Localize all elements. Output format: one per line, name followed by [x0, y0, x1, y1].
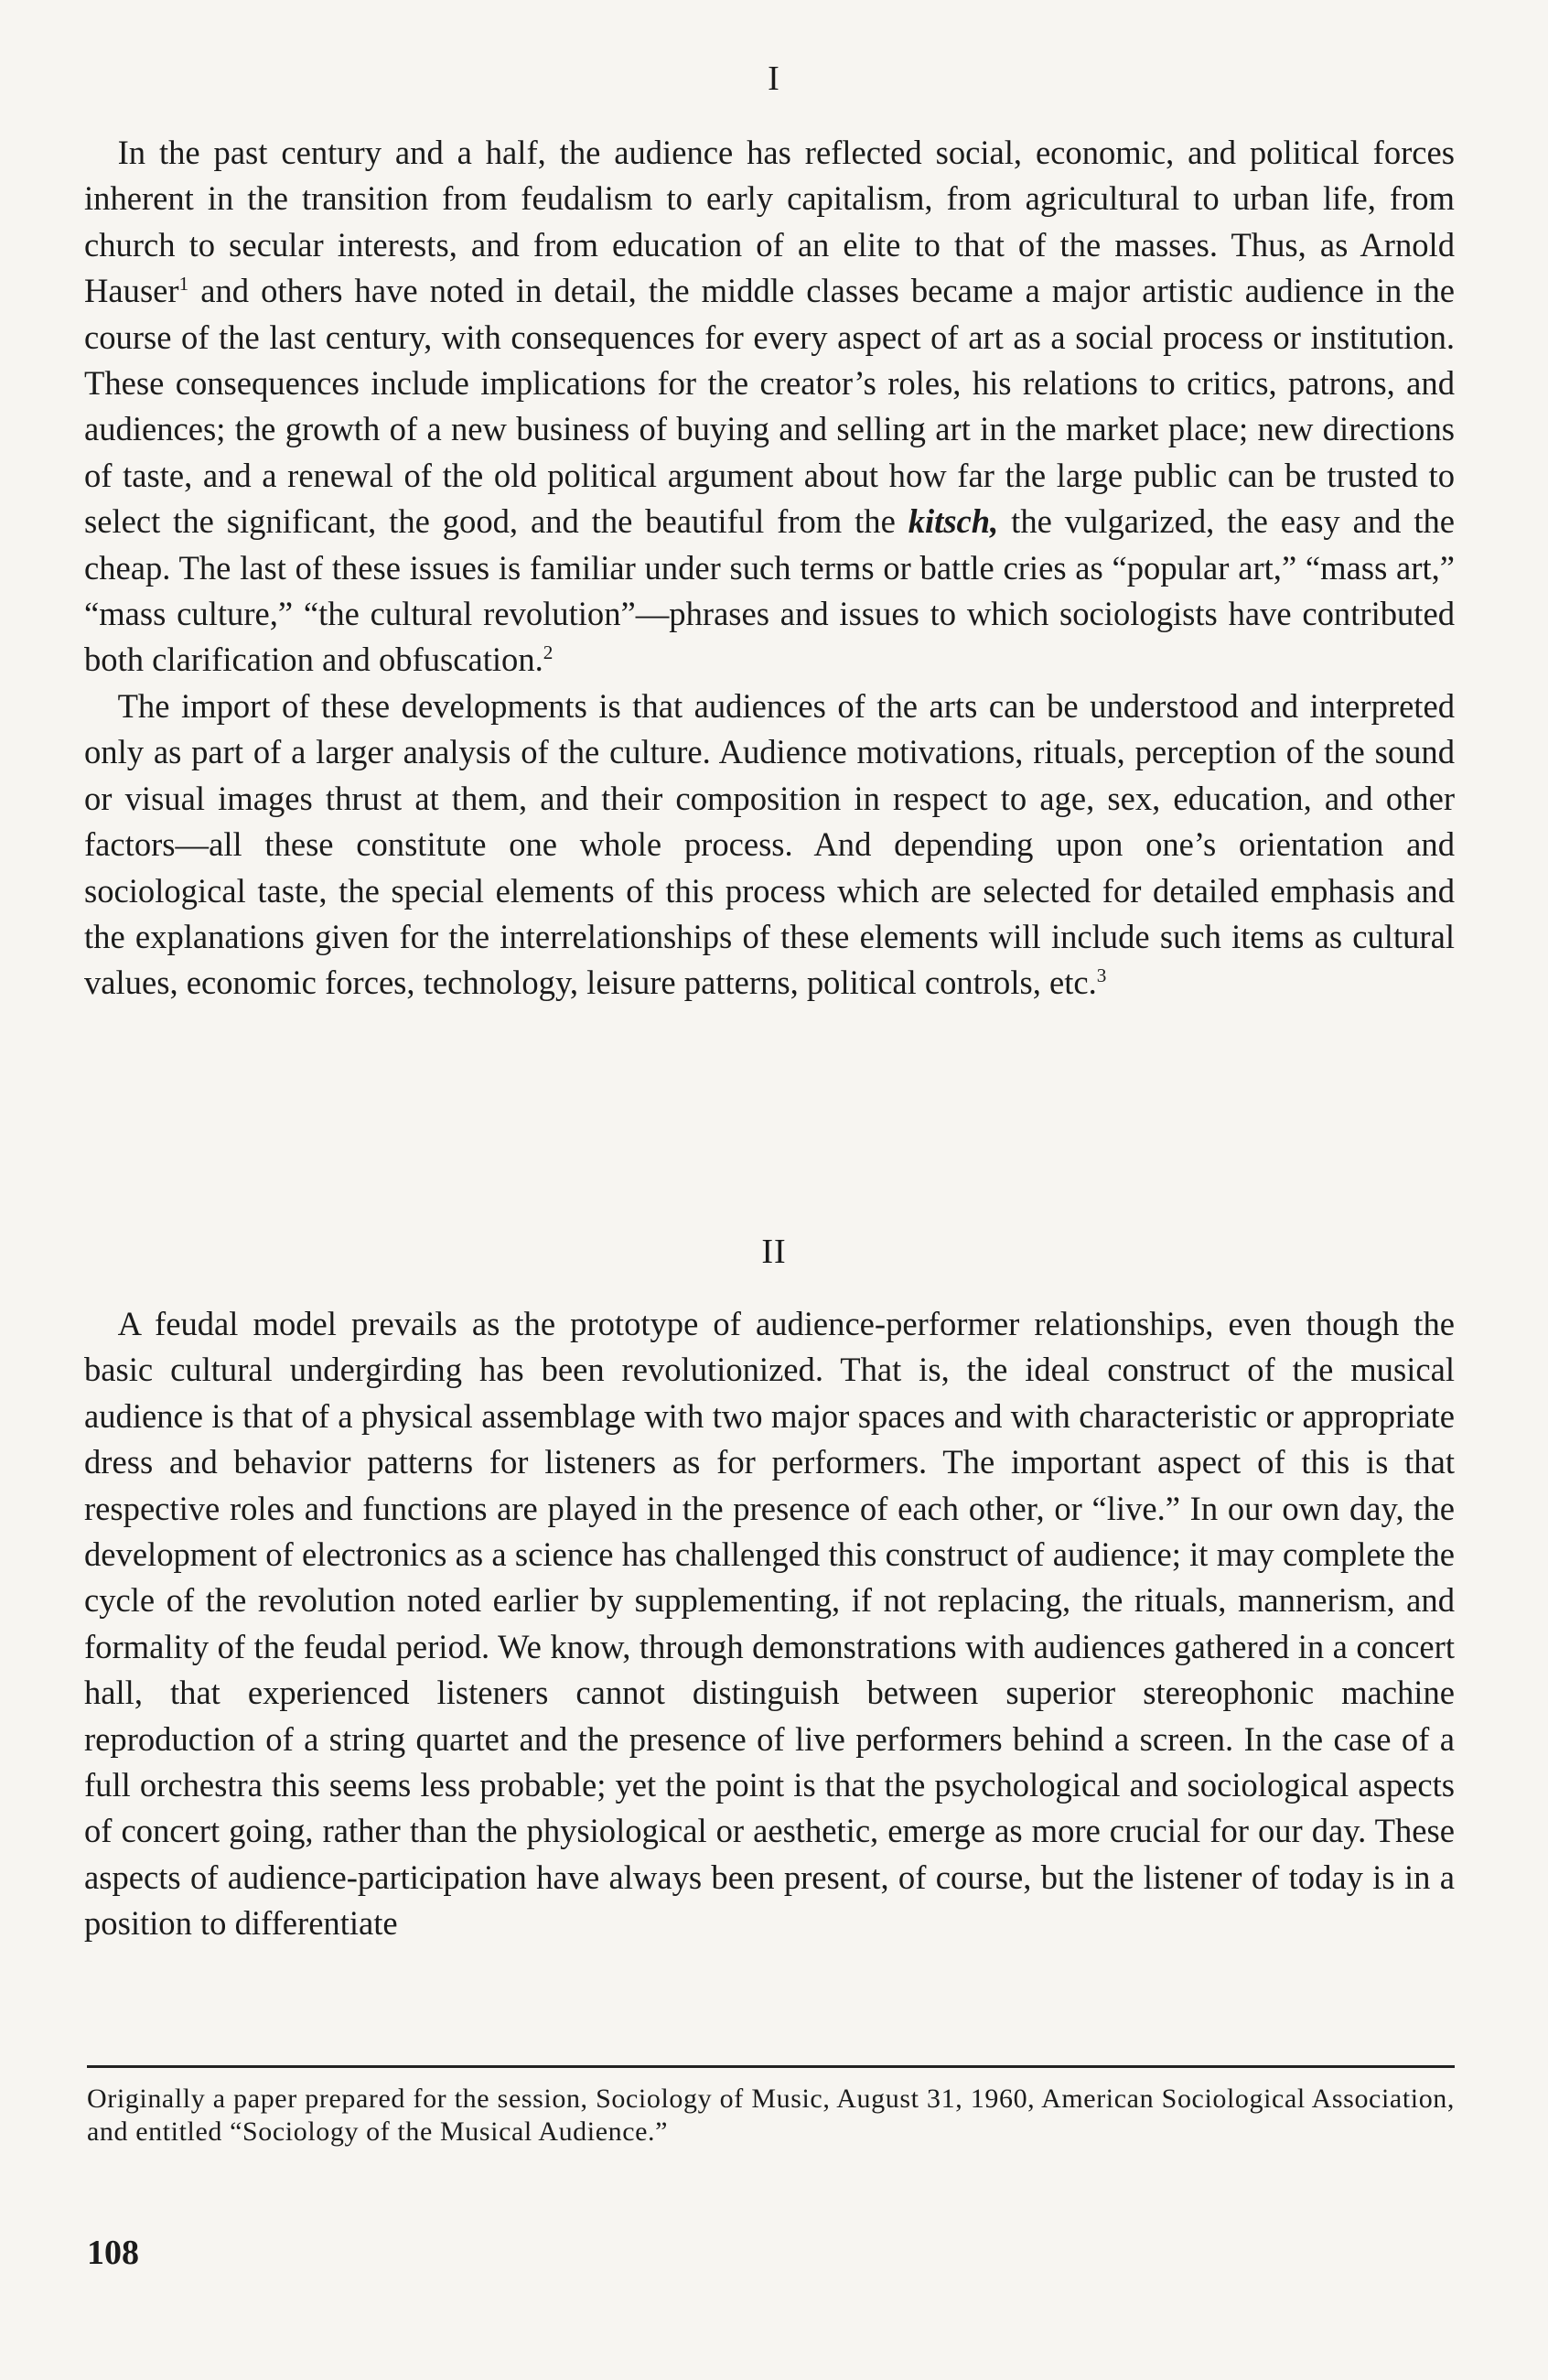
footnote: Originally a paper prepared for the session, Sociology of Music, August 31, 1960, American Sociological Association, and entitled “Sociology of the Musical Audience.” [87, 2084, 1455, 2147]
paragraph-1-text-c: the vulgarized, the easy and the cheap. The last of these issues is familiar under such terms or battle cries as “popular art,” “mass art,” “mass culture,” “the cultural revolution”—phrases and issues to which sociologists have contributed both clarification and obfuscation. [84, 502, 1456, 679]
section-two-body [84, 1301, 1455, 1947]
footnote-divider [87, 2065, 1455, 2068]
section-heading-one: I [768, 59, 780, 98]
footnote-ref-2: 2 [543, 641, 554, 664]
paragraph-2 [84, 684, 1455, 1007]
section-one-body [84, 130, 1455, 1007]
page-number: 108 [87, 2234, 139, 2272]
paragraph-1 [84, 130, 1455, 684]
paragraph-3-text: A feudal model prevails as the prototype of audience-performer relationships, even though the basic cultural undergirding has been revolutionized. That is, the ideal construct of the musical audience is that of a physical assemblage with two major spaces and with characteristic or appropriate dress and behavior patterns for listeners as for performers. The important aspect of this is that respective roles and functions are played in the presence of each other, or “live.” In our own day, the development of electronics as a science has challenged this construct of audience; it may complete the cycle of the revolution noted earlier by supplementing, if not replacing, the rituals, mannerism, and formality of the feudal period. We know, through demonstrations with audiences gathered in a concert hall, that experienced listeners cannot distinguish between superior stereophonic machine reproduction of a string quartet and the presence of live performers behind a screen. In the case of a full orchestra this seems less probable; yet the point is that the psychological and sociological aspects of concert going, rather than the physiological or aesthetic, emerge as more crucial for our day. These aspects of audience-participation have always been present, of course, but the listener of today is in a position to differentiate [84, 1305, 1455, 1943]
footnote-ref-1: 1 [178, 273, 189, 296]
paragraph-3 [84, 1301, 1455, 1947]
footnote-ref-3: 3 [1096, 964, 1107, 987]
section-heading-two: II [761, 1233, 787, 1271]
kitsch-term: kitsch, [908, 502, 999, 541]
paragraph-1-text-a: In the past century and a half, the audience has reflected social, economic, and political forces inherent in the transition from feudalism to early capitalism, from agricultural to urban life, from church to secular interests, and from education of an elite to that of the masses. Thus, as Arnold Hauser [84, 134, 1455, 310]
paragraph-1-text-b: and others have noted in detail, the middle classes became a major artistic audience in the course of the last century, with consequences for every aspect of art as a social process or institution. These consequences include implications for the creator’s roles, his relations to critics, patrons, and audiences; the growth of a new business of buying and selling art in the market place; new directions of taste, and a renewal of the old political argument about how far the large public can be trusted to select the significant, the good, and the beautiful from the [84, 272, 1455, 541]
paragraph-2-text: The import of these developments is that audiences of the arts can be understood and interpreted only as part of a larger analysis of the culture. Audience motivations, rituals, perception of the sound or visual images thrust at them, and their composition in respect to age, sex, education, and other factors—all these constitute one whole process. And depending upon one’s orientation and sociological taste, the special elements of this process which are selected for detailed emphasis and the explanations given for the interrelationships of these elements will include such items as cultural values, economic forces, technology, leisure patterns, political controls, etc. [84, 686, 1455, 1002]
